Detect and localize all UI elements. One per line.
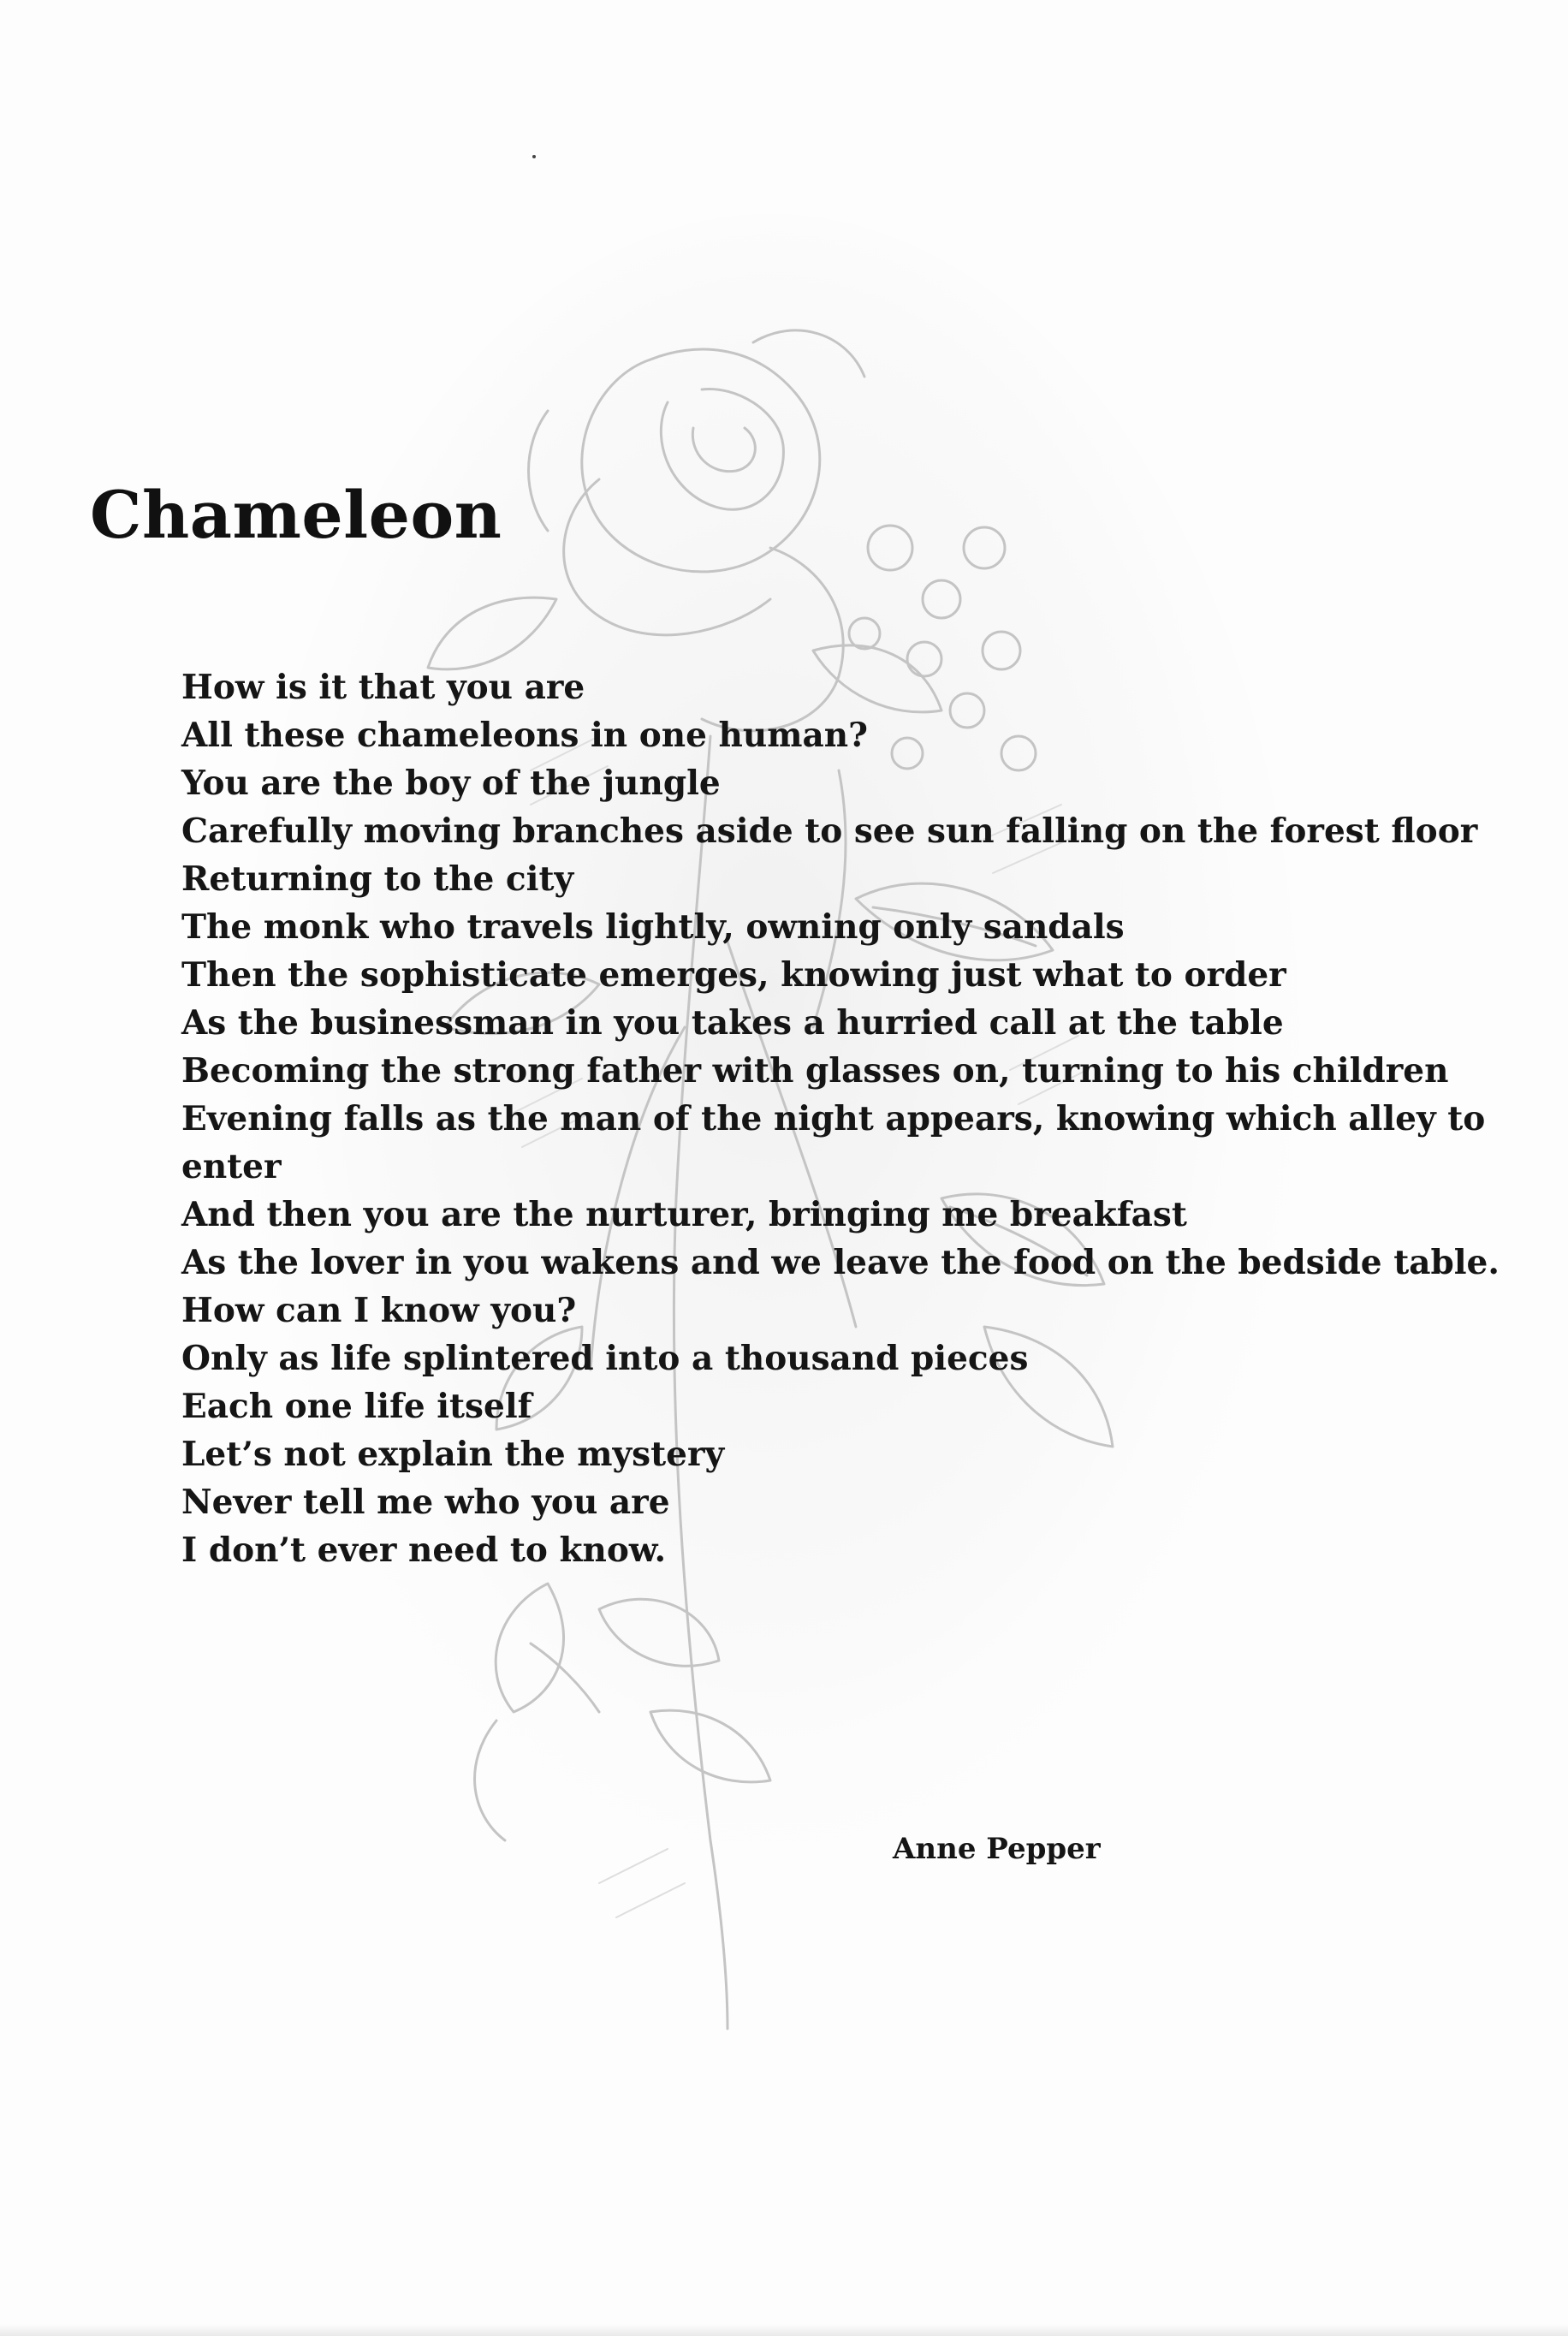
poem-line: As the lover in you wakens and we leave the food on the bedside table. — [181, 1243, 1500, 1282]
poem-line: I don’t ever need to know. — [181, 1531, 667, 1570]
poem-line: Only as life splintered into a thousand pieces — [181, 1339, 1029, 1378]
poem-line: Evening falls as the man of the night appears, knowing which alley to — [181, 1099, 1486, 1138]
poem-line: enter — [181, 1147, 282, 1186]
poem-line: Carefully moving branches aside to see sun falling on the forest floor — [181, 811, 1478, 851]
poem-line: How is it that you are — [181, 668, 585, 707]
paper-speck — [532, 155, 536, 158]
page-bottom-edge — [0, 2324, 1568, 2336]
poem-line: Never tell me who you are — [181, 1483, 670, 1522]
poem-line: The monk who travels lightly, owning only sandals — [181, 907, 1125, 947]
poem-line: Then the sophisticate emerges, knowing just what to order — [181, 955, 1286, 995]
poem-line: All these chameleons in one human? — [181, 716, 868, 755]
poem-line: As the businessman in you takes a hurried call at the table — [181, 1003, 1284, 1043]
poem-line: Becoming the strong father with glasses on, turning to his children — [181, 1051, 1449, 1091]
poem-title: Chameleon — [90, 477, 502, 553]
poem-body — [181, 663, 1517, 1574]
poem-line: Each one life itself — [181, 1387, 532, 1426]
poem-line: How can I know you? — [181, 1291, 577, 1330]
poem-line: Returning to the city — [181, 859, 574, 899]
poem-line: You are the boy of the jungle — [181, 764, 721, 803]
poem-line: Let’s not explain the mystery — [181, 1435, 725, 1474]
poem-line: And then you are the nurturer, bringing me breakfast — [181, 1195, 1187, 1234]
poem-author: Anne Pepper — [893, 1832, 1101, 1866]
